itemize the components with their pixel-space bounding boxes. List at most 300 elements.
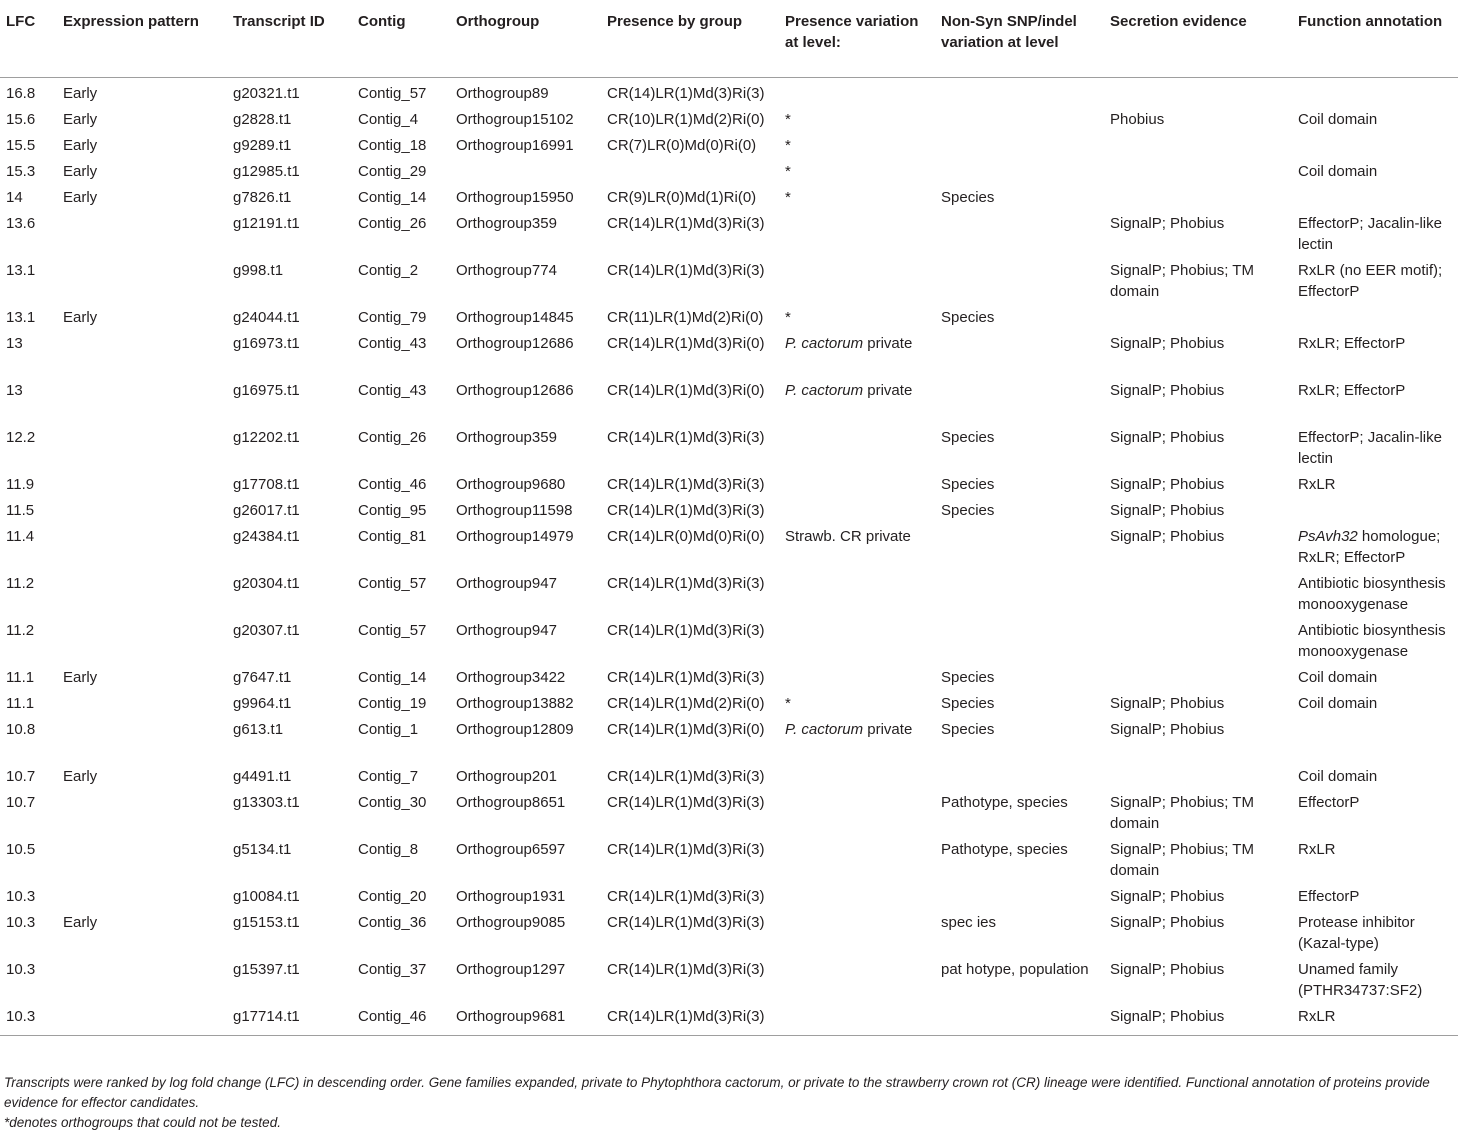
- cell-presence-variation: [779, 104, 935, 130]
- cell-presence-by-group: [601, 1001, 779, 1036]
- cell-orthogroup: [450, 787, 601, 834]
- cell-contig: [352, 78, 450, 105]
- cell-presence-by-group: [601, 761, 779, 787]
- cell-expression-pattern: [57, 662, 227, 688]
- cell-presence-variation-text: private: [863, 382, 913, 399]
- cell-secretion-evidence: [1104, 422, 1292, 469]
- cell-orthogroup: [450, 375, 601, 422]
- cell-function-annotation: [1292, 302, 1458, 328]
- cell-presence-by-group-text: CR(14)LR(1)Md(3)Ri(3): [607, 215, 765, 232]
- cell-contig: [352, 662, 450, 688]
- cell-secretion-evidence: [1104, 328, 1292, 375]
- cell-non-syn-variation-text: spec ies: [941, 914, 997, 931]
- cell-function-annotation: [1292, 375, 1458, 422]
- cell-secretion-evidence: [1104, 130, 1292, 156]
- cell-non-syn-variation: [935, 469, 1104, 495]
- cell-lfc-text: 16.8: [6, 85, 36, 102]
- cell-lfc: [0, 954, 57, 1001]
- cell-lfc: [0, 761, 57, 787]
- table-row: [0, 78, 1458, 105]
- cell-contig: [352, 568, 450, 615]
- cell-expression-pattern-text: Early: [63, 163, 98, 180]
- cell-function-annotation: [1292, 714, 1458, 761]
- cell-transcript-id: [227, 375, 352, 422]
- cell-expression-pattern-text: Early: [63, 189, 98, 206]
- cell-lfc: [0, 375, 57, 422]
- cell-lfc-text: 11.1: [6, 669, 35, 686]
- cell-function-annotation-text: Antibiotic biosynthesis monooxygenase: [1298, 622, 1446, 660]
- header-transcript-id: Transcript ID: [227, 0, 352, 78]
- cell-presence-by-group-text: CR(10)LR(1)Md(2)Ri(0): [607, 111, 765, 128]
- cell-expression-pattern: [57, 328, 227, 375]
- cell-orthogroup: [450, 881, 601, 907]
- cell-non-syn-variation: [935, 521, 1104, 568]
- cell-secretion-evidence-text: SignalP; Phobius: [1110, 888, 1225, 905]
- cell-presence-variation: [779, 78, 935, 105]
- cell-lfc: [0, 255, 57, 302]
- cell-function-annotation: [1292, 761, 1458, 787]
- cell-secretion-evidence: [1104, 208, 1292, 255]
- cell-secretion-evidence-text: SignalP; Phobius: [1110, 335, 1225, 352]
- cell-secretion-evidence-text: SignalP; Phobius: [1110, 1008, 1225, 1025]
- cell-contig: [352, 422, 450, 469]
- cell-expression-pattern: [57, 521, 227, 568]
- cell-function-annotation-text: EffectorP; Jacalin-like lectin: [1298, 429, 1442, 467]
- cell-expression-pattern: [57, 907, 227, 954]
- cell-contig-text: Contig_26: [358, 215, 427, 232]
- cell-transcript-id: [227, 688, 352, 714]
- cell-contig: [352, 907, 450, 954]
- cell-lfc-text: 10.5: [6, 841, 36, 858]
- cell-presence-by-group: [601, 182, 779, 208]
- cell-secretion-evidence: [1104, 834, 1292, 881]
- cell-contig-text: Contig_19: [358, 695, 427, 712]
- table-row: [0, 104, 1458, 130]
- cell-lfc-text: 10.7: [6, 794, 36, 811]
- cell-presence-variation-text: *: [785, 163, 791, 180]
- cell-expression-pattern: [57, 78, 227, 105]
- cell-presence-variation: [779, 688, 935, 714]
- cell-function-annotation: [1292, 834, 1458, 881]
- cell-contig: [352, 688, 450, 714]
- table-row: [0, 328, 1458, 375]
- cell-function-annotation: [1292, 328, 1458, 375]
- cell-orthogroup-text: Orthogroup14845: [456, 309, 574, 326]
- table-row: [0, 495, 1458, 521]
- cell-contig-text: Contig_37: [358, 961, 427, 978]
- cell-transcript-id: [227, 787, 352, 834]
- cell-lfc: [0, 1001, 57, 1036]
- cell-presence-variation: [779, 881, 935, 907]
- cell-presence-by-group: [601, 907, 779, 954]
- cell-orthogroup-text: Orthogroup12686: [456, 335, 574, 352]
- cell-transcript-id-text: g26017.t1: [233, 502, 300, 519]
- cell-transcript-id-text: g17708.t1: [233, 476, 300, 493]
- cell-non-syn-variation: [935, 255, 1104, 302]
- cell-lfc-text: 10.3: [6, 1008, 36, 1025]
- cell-orthogroup: [450, 521, 601, 568]
- cell-secretion-evidence-text: SignalP; Phobius: [1110, 429, 1225, 446]
- cell-orthogroup: [450, 761, 601, 787]
- cell-non-syn-variation: [935, 208, 1104, 255]
- cell-expression-pattern: [57, 954, 227, 1001]
- cell-non-syn-variation: [935, 568, 1104, 615]
- cell-presence-by-group: [601, 834, 779, 881]
- cell-contig-text: Contig_7: [358, 768, 419, 785]
- cell-presence-variation: [779, 302, 935, 328]
- cell-presence-by-group: [601, 881, 779, 907]
- cell-contig: [352, 156, 450, 182]
- cell-contig-text: Contig_8: [358, 841, 419, 858]
- cell-presence-by-group-text: CR(14)LR(1)Md(3)Ri(0): [607, 382, 765, 399]
- cell-orthogroup: [450, 907, 601, 954]
- table-row: [0, 182, 1458, 208]
- table-row: [0, 787, 1458, 834]
- cell-orthogroup-text: Orthogroup359: [456, 215, 557, 232]
- cell-function-annotation: [1292, 662, 1458, 688]
- cell-function-annotation: [1292, 954, 1458, 1001]
- cell-expression-pattern: [57, 182, 227, 208]
- cell-presence-by-group: [601, 255, 779, 302]
- cell-presence-variation: [779, 521, 935, 568]
- cell-transcript-id-text: g2828.t1: [233, 111, 292, 128]
- cell-secretion-evidence-text: SignalP; Phobius; TM domain: [1110, 841, 1254, 879]
- cell-presence-variation-text: Strawb. CR private: [785, 528, 911, 545]
- cell-function-annotation-text: RxLR: [1298, 1008, 1336, 1025]
- cell-function-annotation-text: RxLR: [1298, 476, 1336, 493]
- header-non-syn-variation: Non-Syn SNP/indel variation at level: [935, 0, 1104, 78]
- cell-lfc: [0, 568, 57, 615]
- cell-presence-variation-text: *: [785, 695, 791, 712]
- cell-orthogroup: [450, 78, 601, 105]
- cell-presence-by-group-text: CR(14)LR(1)Md(3)Ri(0): [607, 721, 765, 738]
- table-row: [0, 662, 1458, 688]
- cell-non-syn-variation: [935, 688, 1104, 714]
- cell-orthogroup-text: Orthogroup12686: [456, 382, 574, 399]
- cell-presence-variation: [779, 208, 935, 255]
- cell-function-annotation: [1292, 907, 1458, 954]
- cell-presence-by-group-text: CR(14)LR(1)Md(3)Ri(3): [607, 1008, 765, 1025]
- cell-orthogroup-text: Orthogroup947: [456, 622, 557, 639]
- cell-contig: [352, 104, 450, 130]
- cell-contig: [352, 255, 450, 302]
- cell-transcript-id-text: g7647.t1: [233, 669, 292, 686]
- cell-orthogroup-text: Orthogroup11598: [456, 502, 573, 519]
- cell-function-annotation-text: Antibiotic biosynthesis monooxygenase: [1298, 575, 1446, 613]
- cell-orthogroup-text: Orthogroup6597: [456, 841, 566, 858]
- cell-function-annotation-text: Coil domain: [1298, 163, 1378, 180]
- cell-orthogroup-text: Orthogroup1931: [456, 888, 566, 905]
- cell-expression-pattern-text: Early: [63, 914, 98, 931]
- cell-non-syn-variation: [935, 615, 1104, 662]
- cell-non-syn-variation: [935, 881, 1104, 907]
- cell-presence-by-group-text: CR(9)LR(0)Md(1)Ri(0): [607, 189, 757, 206]
- cell-expression-pattern: [57, 568, 227, 615]
- cell-transcript-id-text: g10084.t1: [233, 888, 300, 905]
- cell-function-annotation: [1292, 469, 1458, 495]
- cell-expression-pattern-text: Early: [63, 137, 98, 154]
- cell-lfc: [0, 208, 57, 255]
- cell-secretion-evidence: [1104, 568, 1292, 615]
- cell-lfc-text: 13: [6, 382, 23, 399]
- cell-contig: [352, 182, 450, 208]
- cell-secretion-evidence: [1104, 156, 1292, 182]
- cell-expression-pattern-text: Early: [63, 85, 98, 102]
- cell-secretion-evidence: [1104, 761, 1292, 787]
- cell-expression-pattern-text: Early: [63, 309, 98, 326]
- cell-orthogroup: [450, 302, 601, 328]
- cell-expression-pattern: [57, 1001, 227, 1036]
- cell-non-syn-variation: [935, 130, 1104, 156]
- cell-function-annotation-text: homologue; RxLR; EffectorP: [1298, 528, 1441, 566]
- cell-transcript-id-text: g5134.t1: [233, 841, 292, 858]
- cell-secretion-evidence-text: SignalP; Phobius: [1110, 914, 1225, 931]
- cell-orthogroup: [450, 104, 601, 130]
- cell-secretion-evidence: [1104, 688, 1292, 714]
- cell-non-syn-variation-text: Species: [941, 721, 995, 738]
- cell-orthogroup-text: Orthogroup15102: [456, 111, 574, 128]
- cell-presence-by-group-text: CR(14)LR(1)Md(3)Ri(3): [607, 794, 765, 811]
- cell-presence-variation: [779, 130, 935, 156]
- table-row: [0, 156, 1458, 182]
- cell-lfc: [0, 521, 57, 568]
- cell-transcript-id-text: g613.t1: [233, 721, 284, 738]
- cell-contig: [352, 714, 450, 761]
- cell-transcript-id-text: g12191.t1: [233, 215, 300, 232]
- cell-orthogroup: [450, 255, 601, 302]
- header-function-annotation: Function annotation: [1292, 0, 1458, 78]
- cell-lfc-text: 11.2: [6, 575, 35, 592]
- cell-transcript-id: [227, 130, 352, 156]
- cell-lfc: [0, 615, 57, 662]
- cell-lfc: [0, 834, 57, 881]
- cell-presence-variation-text: *: [785, 111, 791, 128]
- cell-function-annotation: [1292, 156, 1458, 182]
- cell-lfc: [0, 495, 57, 521]
- cell-presence-variation: [779, 834, 935, 881]
- cell-presence-variation: [779, 255, 935, 302]
- cell-secretion-evidence: [1104, 78, 1292, 105]
- cell-secretion-evidence-text: SignalP; Phobius: [1110, 502, 1225, 519]
- cell-expression-pattern: [57, 422, 227, 469]
- cell-contig: [352, 615, 450, 662]
- cell-lfc: [0, 688, 57, 714]
- cell-lfc-text: 10.3: [6, 888, 36, 905]
- cell-contig-text: Contig_14: [358, 669, 427, 686]
- cell-non-syn-variation-text: Species: [941, 429, 995, 446]
- header-presence-variation: Presence variation at level:: [779, 0, 935, 78]
- cell-expression-pattern-text: Early: [63, 768, 98, 785]
- cell-secretion-evidence-text: SignalP; Phobius: [1110, 961, 1225, 978]
- cell-presence-variation: [779, 375, 935, 422]
- cell-non-syn-variation-text: Species: [941, 502, 995, 519]
- cell-function-annotation-text: RxLR; EffectorP: [1298, 335, 1406, 352]
- cell-transcript-id: [227, 495, 352, 521]
- cell-function-annotation: [1292, 688, 1458, 714]
- cell-contig-text: Contig_30: [358, 794, 427, 811]
- cell-presence-by-group: [601, 469, 779, 495]
- cell-function-annotation: [1292, 787, 1458, 834]
- cell-contig-text: Contig_46: [358, 476, 427, 493]
- cell-function-annotation: [1292, 130, 1458, 156]
- cell-expression-pattern: [57, 881, 227, 907]
- cell-orthogroup-text: Orthogroup16991: [456, 137, 574, 154]
- cell-contig-text: Contig_4: [358, 111, 419, 128]
- cell-non-syn-variation: [935, 907, 1104, 954]
- cell-contig-text: Contig_57: [358, 622, 427, 639]
- cell-orthogroup: [450, 422, 601, 469]
- cell-contig-text: Contig_46: [358, 1008, 427, 1025]
- cell-presence-variation-text: *: [785, 309, 791, 326]
- cell-function-annotation-text: Unamed family (PTHR34737:SF2): [1298, 961, 1423, 999]
- cell-orthogroup-text: Orthogroup9680: [456, 476, 566, 493]
- cell-lfc-text: 11.5: [6, 502, 35, 519]
- cell-function-annotation-text: EffectorP; Jacalin-like lectin: [1298, 215, 1442, 253]
- cell-non-syn-variation: [935, 495, 1104, 521]
- cell-presence-by-group-text: CR(14)LR(1)Md(3)Ri(3): [607, 85, 765, 102]
- cell-contig: [352, 787, 450, 834]
- cell-contig: [352, 469, 450, 495]
- cell-presence-by-group: [601, 130, 779, 156]
- cell-lfc-text: 13.1: [6, 309, 36, 326]
- cell-transcript-id-text: g15153.t1: [233, 914, 300, 931]
- cell-orthogroup-text: Orthogroup359: [456, 429, 557, 446]
- cell-non-syn-variation-text: Species: [941, 309, 995, 326]
- cell-transcript-id-text: g24384.t1: [233, 528, 300, 545]
- cell-orthogroup-text: Orthogroup201: [456, 768, 557, 785]
- table-row: [0, 568, 1458, 615]
- cell-lfc: [0, 130, 57, 156]
- table-row: [0, 688, 1458, 714]
- table-row: [0, 881, 1458, 907]
- cell-function-annotation-text: RxLR: [1298, 841, 1336, 858]
- cell-non-syn-variation: [935, 761, 1104, 787]
- cell-presence-by-group-text: CR(14)LR(1)Md(3)Ri(3): [607, 914, 765, 931]
- cell-orthogroup-text: Orthogroup14979: [456, 528, 574, 545]
- cell-lfc: [0, 422, 57, 469]
- cell-transcript-id: [227, 568, 352, 615]
- cell-secretion-evidence-text: SignalP; Phobius: [1110, 528, 1225, 545]
- cell-contig: [352, 881, 450, 907]
- cell-orthogroup: [450, 615, 601, 662]
- cell-presence-by-group-text: CR(14)LR(0)Md(0)Ri(0): [607, 528, 765, 545]
- cell-function-annotation: [1292, 255, 1458, 302]
- cell-contig: [352, 328, 450, 375]
- cell-lfc: [0, 104, 57, 130]
- footnote-asterisk: *denotes orthogroups that could not be tested.: [4, 1115, 281, 1130]
- cell-lfc-text: 10.7: [6, 768, 36, 785]
- cell-presence-variation: [779, 714, 935, 761]
- cell-expression-pattern-text: Early: [63, 669, 98, 686]
- cell-secretion-evidence-text: SignalP; Phobius: [1110, 382, 1225, 399]
- cell-lfc: [0, 156, 57, 182]
- cell-expression-pattern: [57, 761, 227, 787]
- cell-secretion-evidence: [1104, 907, 1292, 954]
- cell-presence-by-group-text: CR(14)LR(1)Md(3)Ri(3): [607, 622, 765, 639]
- cell-function-annotation-text: Coil domain: [1298, 768, 1378, 785]
- cell-non-syn-variation: [935, 302, 1104, 328]
- cell-orthogroup: [450, 156, 601, 182]
- cell-transcript-id: [227, 761, 352, 787]
- cell-secretion-evidence: [1104, 104, 1292, 130]
- cell-secretion-evidence: [1104, 714, 1292, 761]
- cell-non-syn-variation-text: Pathotype, species: [941, 794, 1068, 811]
- cell-function-annotation-text: Protease inhibitor (Kazal-type): [1298, 914, 1415, 952]
- cell-transcript-id-text: g9964.t1: [233, 695, 292, 712]
- cell-orthogroup: [450, 328, 601, 375]
- cell-orthogroup: [450, 714, 601, 761]
- cell-lfc-text: 11.1: [6, 695, 35, 712]
- cell-transcript-id: [227, 302, 352, 328]
- cell-contig-text: Contig_36: [358, 914, 427, 931]
- cell-presence-by-group: [601, 521, 779, 568]
- cell-function-annotation: [1292, 208, 1458, 255]
- cell-function-annotation: [1292, 1001, 1458, 1036]
- cell-non-syn-variation: [935, 662, 1104, 688]
- cell-contig-text: Contig_18: [358, 137, 427, 154]
- cell-presence-by-group-text: CR(14)LR(1)Md(3)Ri(3): [607, 262, 765, 279]
- cell-orthogroup-text: Orthogroup15950: [456, 189, 574, 206]
- header-orthogroup: Orthogroup: [450, 0, 601, 78]
- cell-contig-text: Contig_81: [358, 528, 427, 545]
- cell-orthogroup: [450, 182, 601, 208]
- cell-non-syn-variation-text: Species: [941, 476, 995, 493]
- cell-contig-text: Contig_2: [358, 262, 419, 279]
- cell-transcript-id: [227, 422, 352, 469]
- cell-lfc: [0, 907, 57, 954]
- cell-presence-by-group-text: CR(14)LR(1)Md(3)Ri(3): [607, 669, 765, 686]
- cell-non-syn-variation-text: Species: [941, 669, 995, 686]
- cell-transcript-id-text: g7826.t1: [233, 189, 292, 206]
- cell-transcript-id: [227, 255, 352, 302]
- cell-expression-pattern: [57, 495, 227, 521]
- cell-secretion-evidence: [1104, 954, 1292, 1001]
- cell-orthogroup-text: Orthogroup8651: [456, 794, 566, 811]
- cell-function-annotation-text: EffectorP: [1298, 888, 1360, 905]
- cell-non-syn-variation-text: Species: [941, 695, 995, 712]
- cell-presence-variation: [779, 495, 935, 521]
- cell-secretion-evidence: [1104, 255, 1292, 302]
- cell-expression-pattern: [57, 714, 227, 761]
- cell-expression-pattern: [57, 688, 227, 714]
- cell-lfc-text: 13: [6, 335, 23, 352]
- cell-contig-text: Contig_26: [358, 429, 427, 446]
- cell-transcript-id: [227, 714, 352, 761]
- table-row: [0, 302, 1458, 328]
- cell-lfc: [0, 881, 57, 907]
- cell-presence-by-group: [601, 328, 779, 375]
- cell-orthogroup: [450, 688, 601, 714]
- cell-transcript-id-text: g12202.t1: [233, 429, 300, 446]
- cell-orthogroup: [450, 834, 601, 881]
- cell-lfc: [0, 714, 57, 761]
- cell-presence-by-group: [601, 156, 779, 182]
- cell-presence-by-group: [601, 375, 779, 422]
- cell-transcript-id-text: g24044.t1: [233, 309, 300, 326]
- cell-function-annotation: [1292, 568, 1458, 615]
- cell-function-annotation-text: Coil domain: [1298, 695, 1378, 712]
- cell-transcript-id-text: g20304.t1: [233, 575, 300, 592]
- cell-function-annotation: [1292, 881, 1458, 907]
- cell-presence-variation: [779, 568, 935, 615]
- cell-non-syn-variation: [935, 787, 1104, 834]
- cell-contig-text: Contig_14: [358, 189, 427, 206]
- cell-transcript-id: [227, 182, 352, 208]
- cell-secretion-evidence: [1104, 182, 1292, 208]
- cell-presence-by-group-text: CR(14)LR(1)Md(2)Ri(0): [607, 695, 765, 712]
- cell-orthogroup-text: Orthogroup9085: [456, 914, 566, 931]
- cell-orthogroup-text: Orthogroup9681: [456, 1008, 566, 1025]
